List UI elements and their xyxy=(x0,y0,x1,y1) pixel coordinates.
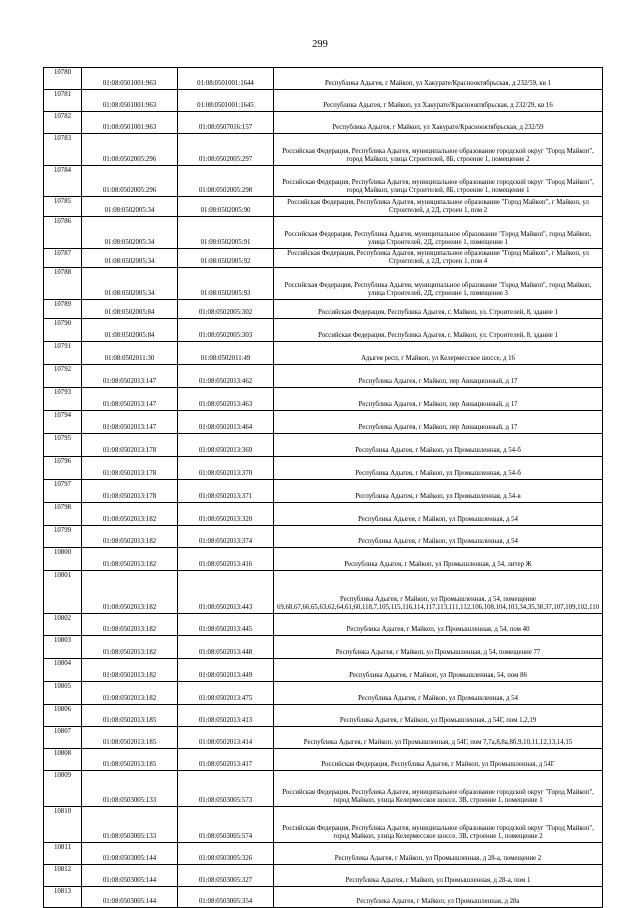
row-number: 10787 xyxy=(44,249,82,268)
address: Республика Адыгея, г Майкоп, ул Промышленная, д 28а xyxy=(274,887,603,908)
premise-cadastral-number: 01:08:0502013:448 xyxy=(178,636,274,659)
premise-cadastral-number: 01:08:0502013:475 xyxy=(178,682,274,705)
address: Республика Адыгея, г Майкоп, пер Авиационный, д 17 xyxy=(274,388,603,411)
table-row xyxy=(44,727,603,749)
premise-cadastral-number: 01:08:0502013:374 xyxy=(178,526,274,548)
building-cadastral-number: 01:08:0502013:182 xyxy=(82,636,178,659)
address: Республика Адыгея, г Майкоп, ул Промышленная, д 54, пом 40 xyxy=(274,614,603,636)
building-cadastral-number: 01:08:0502005:296 xyxy=(82,166,178,197)
building-cadastral-number: 01:08:0501001:963 xyxy=(82,90,178,112)
row-number: 10791 xyxy=(44,342,82,365)
table-row xyxy=(44,134,603,166)
table-row xyxy=(44,887,603,908)
premise-cadastral-number: 01:08:0502005:90 xyxy=(178,197,274,217)
address: Республика Адыгея, г Майкоп, ул Промышленная, 54, пом 86 xyxy=(274,659,603,682)
premise-cadastral-number: 01:08:0502005:92 xyxy=(178,249,274,268)
table-row xyxy=(44,197,603,217)
row-number: 10792 xyxy=(44,365,82,388)
table-row xyxy=(44,434,603,457)
row-number: 10802 xyxy=(44,614,82,636)
address: Российская Федерация, Республика Адыгея, г Майкоп, ул Промышленная, д 54Г xyxy=(274,749,603,771)
address: Республика Адыгея, г Майкоп, ул Промышленная, д 54 xyxy=(274,682,603,705)
row-number: 10794 xyxy=(44,411,82,434)
address: Республика Адыгея, г Майкоп, ул Промышленная, д 54-в xyxy=(274,480,603,503)
table-row xyxy=(44,749,603,771)
premise-cadastral-number: 01:08:0503005:574 xyxy=(178,807,274,843)
row-number: 10799 xyxy=(44,526,82,548)
premise-cadastral-number: 01:08:0503005:354 xyxy=(178,887,274,908)
row-number: 10785 xyxy=(44,197,82,217)
premise-cadastral-number: 01:08:0502013:445 xyxy=(178,614,274,636)
row-number: 10783 xyxy=(44,134,82,166)
building-cadastral-number: 01:08:0502011:30 xyxy=(82,342,178,365)
row-number: 10782 xyxy=(44,112,82,134)
building-cadastral-number: 01:08:0502013:147 xyxy=(82,388,178,411)
table-row xyxy=(44,571,603,614)
table-row xyxy=(44,659,603,682)
premise-cadastral-number: 01:08:0501001:1645 xyxy=(178,90,274,112)
building-cadastral-number: 01:08:0503005:133 xyxy=(82,807,178,843)
building-cadastral-number: 01:08:0502005:34 xyxy=(82,217,178,249)
table-row xyxy=(44,300,603,319)
premise-cadastral-number: 01:08:0502013:464 xyxy=(178,411,274,434)
building-cadastral-number: 01:08:0502013:147 xyxy=(82,411,178,434)
address: Российская Федерация, Республика Адыгея, муниципальное образование городской округ "Город Майкоп", город Майкоп, улица Келермесское шоссе, 3В, строение 1, помещение 1 xyxy=(274,771,603,807)
building-cadastral-number: 01:08:0502013:182 xyxy=(82,526,178,548)
address: Российская Федерация, Республика Адыгея, муниципальное образование "Город Майкоп", город Майкоп, улица Строителей, 2Д, строение 1, помещение 3 xyxy=(274,268,603,300)
address: Республика Адыгея, г Майкоп, пер Авиационный, д 17 xyxy=(274,365,603,388)
building-cadastral-number: 01:08:0502013:182 xyxy=(82,614,178,636)
premise-cadastral-number: 01:08:0502013:370 xyxy=(178,457,274,480)
address: Российская Федерация, Республика Адыгея, муниципальное образование городской округ "Город Майкоп", город Майкоп, улица Келермесское шоссе, 3В, строение 1, помещение 2 xyxy=(274,807,603,843)
address: Республика Адыгея, г Майкоп, пер Авиационный, д 17 xyxy=(274,411,603,434)
building-cadastral-number: 01:08:0502005:84 xyxy=(82,319,178,342)
premise-cadastral-number: 01:08:0501001:1644 xyxy=(178,68,274,90)
table-row xyxy=(44,342,603,365)
premise-cadastral-number: 01:08:0502013:371 xyxy=(178,480,274,503)
address: Российская Федерация, Республика Адыгея, г. Майкоп, ул. Строителей, 8, здание 1 xyxy=(274,300,603,319)
table-row xyxy=(44,166,603,197)
table-row xyxy=(44,682,603,705)
table-row xyxy=(44,90,603,112)
row-number: 10813 xyxy=(44,887,82,908)
row-number: 10789 xyxy=(44,300,82,319)
address: Российская Федерация, Республика Адыгея, муниципальное образование "Город Майкоп", город Майкоп, улица Строителей, 2Д, строение 1, помещение 1 xyxy=(274,217,603,249)
row-number: 10796 xyxy=(44,457,82,480)
building-cadastral-number: 01:08:0503005:133 xyxy=(82,771,178,807)
table-row xyxy=(44,112,603,134)
row-number: 10795 xyxy=(44,434,82,457)
row-number: 10804 xyxy=(44,659,82,682)
building-cadastral-number: 01:08:0503005:144 xyxy=(82,843,178,865)
row-number: 10797 xyxy=(44,480,82,503)
building-cadastral-number: 01:08:0502013:182 xyxy=(82,548,178,571)
row-number: 10806 xyxy=(44,705,82,727)
table-row xyxy=(44,548,603,571)
table-row xyxy=(44,457,603,480)
address: Республика Адыгея, г Майкоп, ул Промышленная, д 28-а, помещение 2 xyxy=(274,843,603,865)
property-register-table xyxy=(43,67,603,908)
premise-cadastral-number: 01:08:0502005:303 xyxy=(178,319,274,342)
address: Российская Федерация, Республика Адыгея, муниципальное образование "Город Майкоп", г Майкоп, ул Строителей, д 2Д, строен 1, пом 2 xyxy=(274,197,603,217)
building-cadastral-number: 01:08:0502013:178 xyxy=(82,434,178,457)
building-cadastral-number: 01:08:0502005:34 xyxy=(82,268,178,300)
address: Российская Федерация, Республика Адыгея, муниципальное образование "Город Майкоп", г Майкоп, ул Строителей, д 2Д, строен 1, пом 4 xyxy=(274,249,603,268)
building-cadastral-number: 01:08:0503005:144 xyxy=(82,865,178,887)
row-number: 10803 xyxy=(44,636,82,659)
premise-cadastral-number: 01:08:0507016:157 xyxy=(178,112,274,134)
premise-cadastral-number: 01:08:0502013:414 xyxy=(178,727,274,749)
table-row xyxy=(44,388,603,411)
premise-cadastral-number: 01:08:0502011:49 xyxy=(178,342,274,365)
address: Республика Адыгея, г Майкоп, ул Промышленная, д 54-б xyxy=(274,434,603,457)
table-row xyxy=(44,365,603,388)
row-number: 10805 xyxy=(44,682,82,705)
address: Республика Адыгея, г Майкоп, ул Промышленная, д 54, помещение 77 xyxy=(274,636,603,659)
address: Российская Федерация, Республика Адыгея, г. Майкоп, ул. Строителей, 8, здание 1 xyxy=(274,319,603,342)
premise-cadastral-number: 01:08:0503005:573 xyxy=(178,771,274,807)
building-cadastral-number: 01:08:0502013:182 xyxy=(82,503,178,526)
building-cadastral-number: 01:08:0502013:178 xyxy=(82,457,178,480)
premise-cadastral-number: 01:08:0502005:91 xyxy=(178,217,274,249)
building-cadastral-number: 01:08:0501001:963 xyxy=(82,112,178,134)
row-number: 10798 xyxy=(44,503,82,526)
building-cadastral-number: 01:08:0502013:185 xyxy=(82,705,178,727)
page-number: 299 xyxy=(312,39,328,50)
building-cadastral-number: 01:08:0502013:182 xyxy=(82,571,178,614)
address: Республика Адыгея, г Майкоп, ул Промышленная, д 54 xyxy=(274,503,603,526)
row-number: 10812 xyxy=(44,865,82,887)
premise-cadastral-number: 01:08:0502013:369 xyxy=(178,434,274,457)
table-row xyxy=(44,68,603,90)
premise-cadastral-number: 01:08:0502013:462 xyxy=(178,365,274,388)
building-cadastral-number: 01:08:0501001:963 xyxy=(82,68,178,90)
premise-cadastral-number: 01:08:0502013:443 xyxy=(178,571,274,614)
address: Республика Адыгея, г Майкоп, ул Промышленная, д 54Г, пом 7,7а,8,8а,8б,9,10,11,12,13,14,15 xyxy=(274,727,603,749)
premise-cadastral-number: 01:08:0502013:463 xyxy=(178,388,274,411)
row-number: 10788 xyxy=(44,268,82,300)
table-row xyxy=(44,249,603,268)
address: Республика Адыгея, г Майкоп, ул Хакурате/Краснооктябрьская, д 232/59, кв 1 xyxy=(274,68,603,90)
premise-cadastral-number: 01:08:0502005:302 xyxy=(178,300,274,319)
table-row xyxy=(44,843,603,865)
address: Российская Федерация, Республика Адыгея, муниципальное образование городской округ "Город Майкоп", город Майкоп, улица Строителей, 8Б, строение 1, помещение 1 xyxy=(274,166,603,197)
row-number: 10793 xyxy=(44,388,82,411)
row-number: 10781 xyxy=(44,90,82,112)
address: Республика Адыгея, г Майкоп, ул Промышленная, д 54, литер Ж xyxy=(274,548,603,571)
row-number: 10809 xyxy=(44,771,82,807)
premise-cadastral-number: 01:08:0503005:327 xyxy=(178,865,274,887)
table-row xyxy=(44,411,603,434)
address: Российская Федерация, Республика Адыгея, муниципальное образование городской округ "Город Майкоп", город Майкоп, улица Строителей, 8Б, строение 1, помещение 2 xyxy=(274,134,603,166)
row-number: 10800 xyxy=(44,548,82,571)
premise-cadastral-number: 01:08:0502013:417 xyxy=(178,749,274,771)
table-row xyxy=(44,319,603,342)
table-row xyxy=(44,771,603,807)
row-number: 10786 xyxy=(44,217,82,249)
address: Республика Адыгея, г Майкоп, ул Промышленная, д 54, помещение 69,68,67,66,65,63,62,64,61,60,118,7,105,115,116,114,117,113,111,112,106,108,104,103,34,35,38,37,107,109,102,110 xyxy=(274,571,603,614)
address: Республика Адыгея, г Майкоп, ул Хакурате/Краснооктябрьская, д 232/29, кв 16 xyxy=(274,90,603,112)
address: Республика Адыгея, г Майкоп, ул Промышленная, д 54-б xyxy=(274,457,603,480)
table-row xyxy=(44,807,603,843)
address: Республика Адыгея, г Майкоп, ул Промышленная, д 28-а, пом 1 xyxy=(274,865,603,887)
building-cadastral-number: 01:08:0502013:182 xyxy=(82,682,178,705)
premise-cadastral-number: 01:08:0502013:320 xyxy=(178,503,274,526)
premise-cadastral-number: 01:08:0502013:413 xyxy=(178,705,274,727)
table-row xyxy=(44,705,603,727)
premise-cadastral-number: 01:08:0502013:449 xyxy=(178,659,274,682)
building-cadastral-number: 01:08:0502013:185 xyxy=(82,727,178,749)
premise-cadastral-number: 01:08:0502005:298 xyxy=(178,166,274,197)
premise-cadastral-number: 01:08:0503005:326 xyxy=(178,843,274,865)
address: Республика Адыгея, г Майкоп, ул Промышленная, д 54 xyxy=(274,526,603,548)
table-row xyxy=(44,503,603,526)
table-row xyxy=(44,636,603,659)
row-number: 10801 xyxy=(44,571,82,614)
building-cadastral-number: 01:08:0502013:147 xyxy=(82,365,178,388)
table-row xyxy=(44,526,603,548)
address: Республика Адыгея, г Майкоп, ул Промышленная, д 54Г, пом 1,2,19 xyxy=(274,705,603,727)
building-cadastral-number: 01:08:0502005:34 xyxy=(82,197,178,217)
address: Республика Адыгея, г Майкоп, ул Хакурате/Краснооктябрьская, д 232/59 xyxy=(274,112,603,134)
building-cadastral-number: 01:08:0502005:34 xyxy=(82,249,178,268)
building-cadastral-number: 01:08:0502013:185 xyxy=(82,749,178,771)
table-row xyxy=(44,217,603,249)
premise-cadastral-number: 01:08:0502013:416 xyxy=(178,548,274,571)
building-cadastral-number: 01:08:0503005:144 xyxy=(82,887,178,908)
address: Адыгея респ, г Майкоп, ул Келермесское шоссе, д 16 xyxy=(274,342,603,365)
premise-cadastral-number: 01:08:0502005:297 xyxy=(178,134,274,166)
table-row xyxy=(44,480,603,503)
building-cadastral-number: 01:08:0502005:296 xyxy=(82,134,178,166)
row-number: 10808 xyxy=(44,749,82,771)
row-number: 10790 xyxy=(44,319,82,342)
table-row xyxy=(44,268,603,300)
property-register-body xyxy=(44,68,603,908)
premise-cadastral-number: 01:08:0502005:93 xyxy=(178,268,274,300)
building-cadastral-number: 01:08:0502013:182 xyxy=(82,659,178,682)
row-number: 10784 xyxy=(44,166,82,197)
row-number: 10780 xyxy=(44,68,82,90)
building-cadastral-number: 01:08:0502013:178 xyxy=(82,480,178,503)
building-cadastral-number: 01:08:0502005:84 xyxy=(82,300,178,319)
table-row xyxy=(44,865,603,887)
row-number: 10810 xyxy=(44,807,82,843)
row-number: 10811 xyxy=(44,843,82,865)
table-row xyxy=(44,614,603,636)
row-number: 10807 xyxy=(44,727,82,749)
